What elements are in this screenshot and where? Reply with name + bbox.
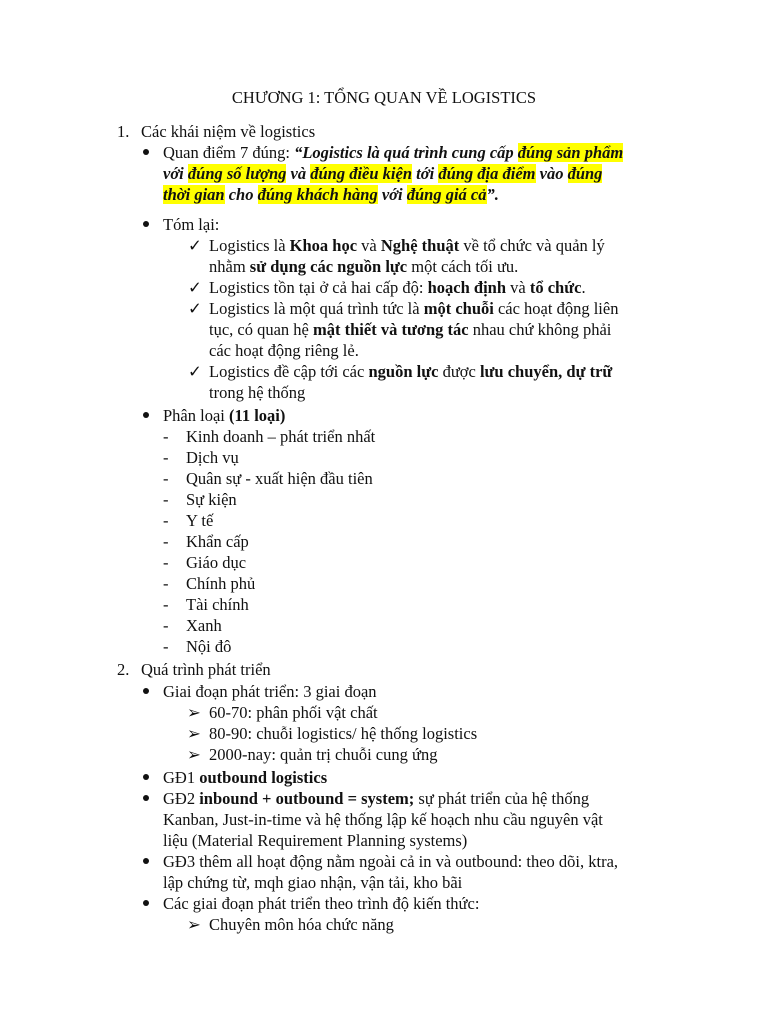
bold-text: outbound logistics — [199, 768, 328, 787]
bullet-dot-icon — [143, 221, 149, 227]
phan-loai-item: Nội đô — [186, 637, 232, 656]
bullet-dot-icon — [143, 795, 149, 801]
bullet-dot-icon — [143, 900, 149, 906]
gd3-line-2: lập chứng từ, mqh giao nhận, vận tải, kho bãi — [163, 873, 463, 892]
tom-lai-item-1-line-1 — [209, 235, 605, 256]
section-1-number: 1. — [117, 122, 130, 141]
dash-icon: - — [163, 595, 169, 614]
quan-diem-line-2 — [163, 163, 602, 184]
quote-text: vào — [535, 164, 568, 183]
highlight-phrase: đúng — [567, 164, 603, 183]
quote-text: tới — [412, 164, 439, 183]
arrow-icon: ➢ — [187, 724, 201, 743]
quote-text: và — [286, 164, 311, 183]
bold-text: một chuỗi — [423, 299, 494, 318]
phan-loai-item: Sự kiện — [186, 490, 237, 509]
gd1-line — [163, 767, 327, 788]
quote-text: ”. — [486, 185, 499, 204]
arrow-icon: ➢ — [187, 915, 201, 934]
highlight-phrase: đúng sản phẩm — [517, 143, 624, 162]
bold-text: sử dụng các nguồn lực — [249, 257, 408, 276]
dash-icon: - — [163, 469, 169, 488]
tom-lai-item-4-line-1 — [209, 361, 612, 382]
text: Logistics là — [209, 236, 290, 255]
phan-loai-item: Tài chính — [186, 595, 249, 614]
check-icon: ✓ — [188, 299, 202, 318]
quote-text: cho — [224, 185, 258, 204]
tom-lai-item-3-line-1 — [209, 298, 618, 319]
tom-lai-item-1-line-2 — [209, 256, 518, 277]
text: một cách tối ưu. — [407, 257, 519, 276]
text: GĐ1 — [163, 768, 200, 787]
text: . — [581, 278, 586, 297]
dash-icon: - — [163, 511, 169, 530]
giai-doan-item: 60-70: phân phối vật chất — [209, 703, 378, 722]
phan-loai-item: Xanh — [186, 616, 222, 635]
text: Phân loại — [163, 406, 229, 425]
bold-text: inbound + outbound = system; — [199, 789, 415, 808]
gd2-line-3: liệu (Material Requirement Planning systems) — [163, 831, 468, 850]
text: và — [357, 236, 381, 255]
gd2-line-1 — [163, 788, 589, 809]
check-icon: ✓ — [188, 278, 202, 297]
quan-diem-line-3 — [163, 184, 499, 205]
highlight-phrase: đúng khách hàng — [257, 185, 378, 204]
text: tục, có quan hệ — [209, 320, 314, 339]
bold-text: Khoa học — [289, 236, 358, 255]
dash-icon: - — [163, 553, 169, 572]
gd3-line-1: GĐ3 thêm all hoạt động nằm ngoài cả in và outbound: theo dõi, ktra, — [163, 852, 619, 871]
text: Logistics đề cập tới các — [209, 362, 369, 381]
text: Logistics tồn tại ở cả hai cấp độ: — [209, 278, 428, 297]
bullet-dot-icon — [143, 688, 149, 694]
bold-text: mật thiết và tương tác — [313, 320, 469, 339]
arrow-icon: ➢ — [187, 745, 201, 764]
quote-text: với — [377, 185, 407, 204]
text: sự phát triển của hệ thống — [414, 789, 590, 808]
tom-lai-lead: Tóm lại: — [163, 215, 220, 234]
arrow-icon: ➢ — [187, 703, 201, 722]
bold-text: Nghệ thuật — [380, 236, 460, 255]
bold-text: tổ chức — [529, 278, 582, 297]
text: được — [438, 362, 480, 381]
bullet-dot-icon — [143, 149, 149, 155]
check-icon: ✓ — [188, 236, 202, 255]
bold-text: (11 loại) — [229, 406, 286, 425]
quote-text: với — [163, 164, 188, 183]
text: Logistics là một quá trình tức là — [209, 299, 424, 318]
highlight-phrase: đúng điều kiện — [310, 164, 413, 183]
tom-lai-item-3-line-2 — [209, 319, 611, 340]
quan-diem-line-1 — [163, 142, 623, 163]
bullet-dot-icon — [143, 412, 149, 418]
phan-loai-item: Giáo dục — [186, 553, 247, 572]
text: về tổ chức và quản lý — [459, 236, 605, 255]
phan-loai-item: Y tế — [186, 511, 214, 530]
cac-giai-doan-item: Chuyên môn hóa chức năng — [209, 915, 394, 934]
check-icon: ✓ — [188, 362, 202, 381]
dash-icon: - — [163, 427, 169, 446]
tom-lai-item-4-line-2: trong hệ thống — [209, 383, 306, 402]
highlight-phrase: đúng địa điểm — [438, 164, 536, 183]
section-1-heading: Các khái niệm về logistics — [141, 122, 316, 141]
tom-lai-item-3-line-3: các hoạt động riêng lẻ. — [209, 341, 359, 360]
section-2-number: 2. — [117, 660, 130, 679]
phan-loai-lead — [163, 405, 285, 426]
quan-diem-lead: Quan điểm 7 đúng: — [163, 143, 295, 162]
phan-loai-item: Kinh doanh – phát triển nhất — [186, 427, 376, 446]
bold-text: nguồn lực — [368, 362, 439, 381]
dash-icon: - — [163, 448, 169, 467]
quote-text: “Logistics là quá trình cung cấp — [294, 143, 518, 162]
phan-loai-item: Quân sự - xuất hiện đầu tiên — [186, 469, 373, 488]
bullet-dot-icon — [143, 774, 149, 780]
phan-loai-item: Dịch vụ — [186, 448, 239, 467]
dash-icon: - — [163, 574, 169, 593]
bold-text: lưu chuyển, dự trữ — [479, 362, 613, 381]
giai-doan-item: 80-90: chuỗi logistics/ hệ thống logistics — [209, 724, 478, 743]
bullet-dot-icon — [143, 858, 149, 864]
highlight-phrase: đúng số lượng — [187, 164, 287, 183]
tom-lai-item-2-line-1 — [209, 277, 586, 298]
phan-loai-item: Chính phủ — [186, 574, 256, 593]
text: nhau chứ không phải — [468, 320, 612, 339]
bold-text: hoạch định — [427, 278, 507, 297]
dash-icon: - — [163, 532, 169, 551]
phan-loai-item: Khẩn cấp — [186, 532, 249, 551]
page-title: CHƯƠNG 1: TỔNG QUAN VỀ LOGISTICS — [231, 88, 537, 107]
text: nhằm — [209, 257, 250, 276]
dash-icon: - — [163, 616, 169, 635]
giai-doan-item: 2000-nay: quản trị chuỗi cung ứng — [209, 745, 438, 764]
text: GĐ2 — [163, 789, 200, 808]
dash-icon: - — [163, 637, 169, 656]
text: và — [506, 278, 530, 297]
text: các hoạt động liên — [493, 299, 619, 318]
gd2-line-2: Kanban, Just-in-time và hệ thống lập kế hoạch nhu cầu nguyên vật — [163, 810, 603, 829]
dash-icon: - — [163, 490, 169, 509]
highlight-phrase: thời gian — [163, 185, 225, 204]
highlight-phrase: đúng giá cả — [406, 185, 487, 204]
section-2-heading: Quá trình phát triển — [141, 660, 271, 679]
cac-giai-doan-lead: Các giai đoạn phát triển theo trình độ kiến thức: — [163, 894, 480, 913]
giai-doan-lead: Giai đoạn phát triển: 3 giai đoạn — [163, 682, 377, 701]
